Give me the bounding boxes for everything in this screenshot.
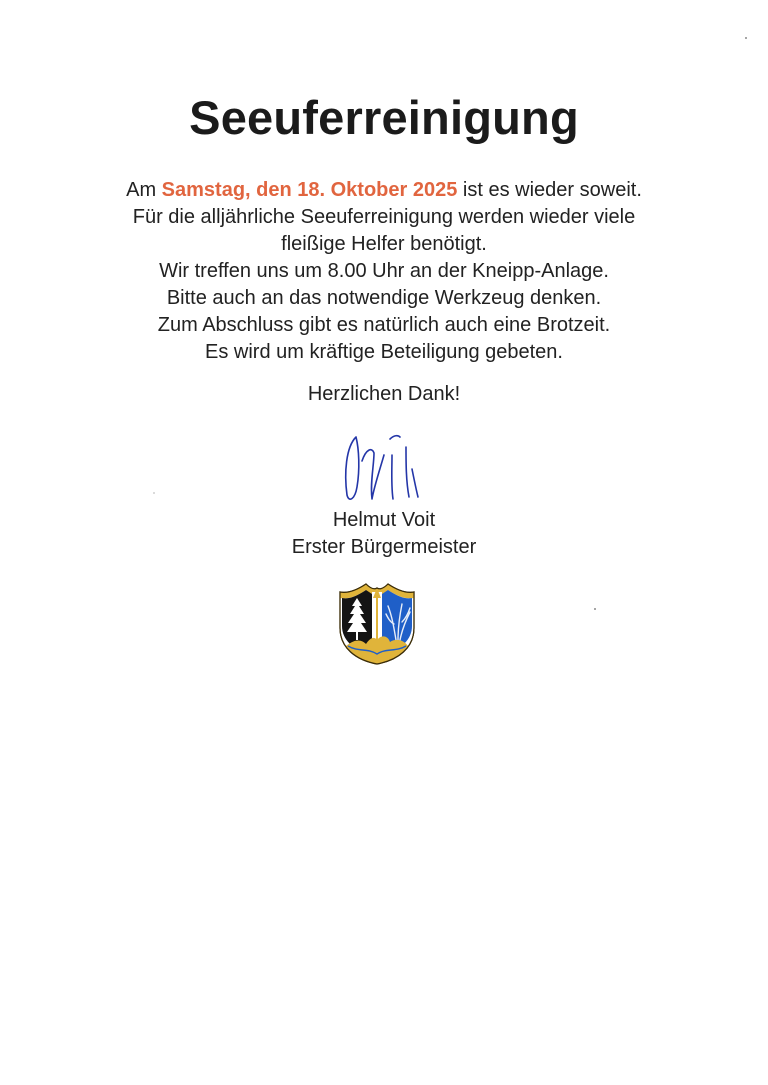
signer-name: Helmut Voit xyxy=(332,509,436,531)
announcement-line-3: fleißige Helfer benötigt. xyxy=(281,233,487,255)
coat-of-arms-icon xyxy=(336,580,418,666)
event-date: Samstag, den 18. Oktober 2025 xyxy=(161,179,458,201)
page-title: Seeuferreinigung xyxy=(189,91,579,144)
announcement-line-5: Bitte auch an das notwendige Werkzeug denken. xyxy=(166,287,602,309)
announcement-text xyxy=(0,177,768,366)
signature-icon xyxy=(336,425,428,507)
line1-suffix: ist es wieder soweit. xyxy=(457,179,642,201)
scan-speck xyxy=(153,492,155,494)
announcement-line-4: Wir treffen uns um 8.00 Uhr an der Kneipp-Anlage. xyxy=(159,260,609,282)
scan-speck xyxy=(745,37,747,39)
line1-prefix: Am xyxy=(126,179,162,201)
announcement-line-7: Es wird um kräftige Beteiligung gebeten. xyxy=(205,341,563,363)
announcement-line-2: Für die alljährliche Seeuferreinigung werden wieder viele xyxy=(132,206,636,228)
signer-role: Erster Bürgermeister xyxy=(291,536,477,558)
closing-text: Herzlichen Dank! xyxy=(307,383,461,405)
scan-speck xyxy=(594,608,596,610)
announcement-line-1 xyxy=(0,177,768,204)
signer-block xyxy=(0,507,768,561)
announcement-line-6: Zum Abschluss gibt es natürlich auch eine Brotzeit. xyxy=(157,314,611,336)
